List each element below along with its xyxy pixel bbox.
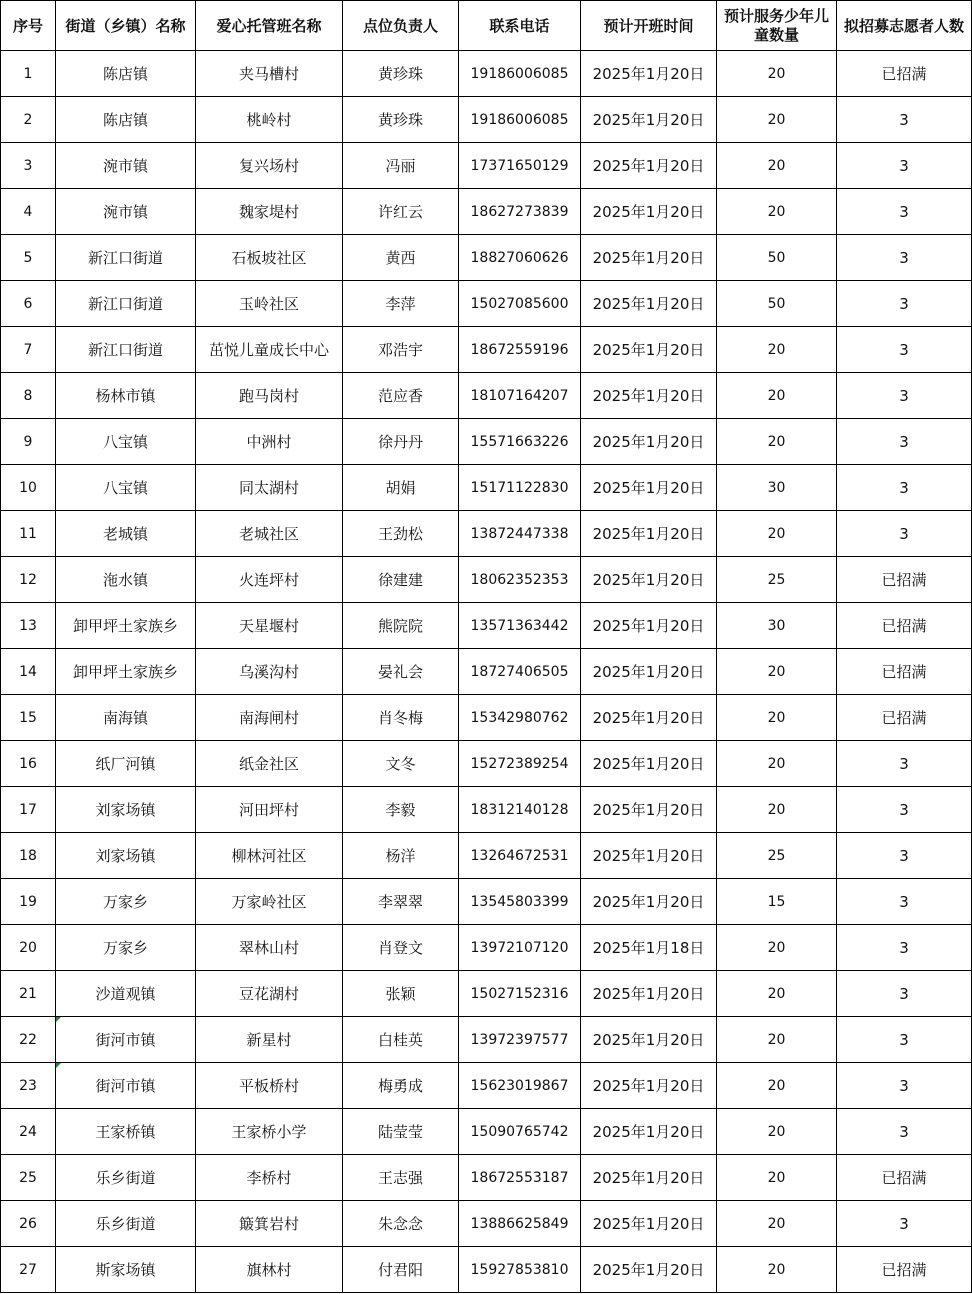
cell-start-date: 2025年1月18日 — [581, 925, 717, 971]
cell-leader: 付君阳 — [343, 1247, 459, 1293]
cell-leader: 张颖 — [343, 971, 459, 1017]
cell-phone: 15927853810 — [459, 1247, 581, 1293]
table-row — [1, 557, 972, 603]
cell-phone: 15027152316 — [459, 971, 581, 1017]
table-header-row — [1, 1, 972, 51]
header-children-count: 预计服务少年儿童数量 — [717, 1, 837, 51]
cell-start-date: 2025年1月20日 — [581, 741, 717, 787]
cell-street: 街河市镇 — [56, 1017, 196, 1063]
cell-leader: 许红云 — [343, 189, 459, 235]
cell-phone: 15090765742 — [459, 1109, 581, 1155]
cell-children-count: 20 — [717, 1017, 837, 1063]
cell-start-date: 2025年1月20日 — [581, 1109, 717, 1155]
table-row — [1, 879, 972, 925]
cell-index: 23 — [1, 1063, 56, 1109]
cell-start-date: 2025年1月20日 — [581, 603, 717, 649]
cell-street: 新江口街道 — [56, 235, 196, 281]
header-street: 街道（乡镇）名称 — [56, 1, 196, 51]
cell-index: 10 — [1, 465, 56, 511]
cell-children-count: 50 — [717, 235, 837, 281]
cell-index: 25 — [1, 1155, 56, 1201]
cell-index: 16 — [1, 741, 56, 787]
cell-index: 2 — [1, 97, 56, 143]
cell-leader: 王劲松 — [343, 511, 459, 557]
cell-phone: 13972107120 — [459, 925, 581, 971]
cell-street: 街河市镇 — [56, 1063, 196, 1109]
cell-children-count: 25 — [717, 557, 837, 603]
cell-leader: 白桂英 — [343, 1017, 459, 1063]
cell-children-count: 20 — [717, 1155, 837, 1201]
cell-volunteer-count: 3 — [837, 1017, 972, 1063]
cell-start-date: 2025年1月20日 — [581, 511, 717, 557]
table-row — [1, 603, 972, 649]
cell-volunteer-count: 3 — [837, 373, 972, 419]
table-row — [1, 925, 972, 971]
cell-index: 9 — [1, 419, 56, 465]
cell-street: 刘家场镇 — [56, 833, 196, 879]
cell-index: 14 — [1, 649, 56, 695]
cell-phone: 13571363442 — [459, 603, 581, 649]
cell-leader: 杨洋 — [343, 833, 459, 879]
cell-start-date: 2025年1月20日 — [581, 51, 717, 97]
table-row — [1, 1247, 972, 1293]
cell-street: 涴市镇 — [56, 143, 196, 189]
table-row — [1, 741, 972, 787]
cell-children-count: 20 — [717, 143, 837, 189]
cell-volunteer-count: 3 — [837, 879, 972, 925]
header-phone: 联系电话 — [459, 1, 581, 51]
cell-class-name: 李桥村 — [196, 1155, 343, 1201]
cell-leader: 胡娟 — [343, 465, 459, 511]
cell-volunteer-count: 3 — [837, 511, 972, 557]
cell-volunteer-count: 3 — [837, 97, 972, 143]
cell-index: 11 — [1, 511, 56, 557]
cell-phone: 13972397577 — [459, 1017, 581, 1063]
cell-volunteer-count: 3 — [837, 833, 972, 879]
cell-class-name: 夹马槽村 — [196, 51, 343, 97]
table-row — [1, 235, 972, 281]
cell-class-name: 河田坪村 — [196, 787, 343, 833]
cell-phone: 15571663226 — [459, 419, 581, 465]
cell-index: 8 — [1, 373, 56, 419]
cell-children-count: 20 — [717, 97, 837, 143]
cell-class-name: 老城社区 — [196, 511, 343, 557]
cell-children-count: 20 — [717, 1247, 837, 1293]
cell-street: 王家桥镇 — [56, 1109, 196, 1155]
cell-phone: 17371650129 — [459, 143, 581, 189]
cell-phone: 18672559196 — [459, 327, 581, 373]
cell-volunteer-count: 3 — [837, 1109, 972, 1155]
cell-volunteer-count: 3 — [837, 1063, 972, 1109]
cell-start-date: 2025年1月20日 — [581, 649, 717, 695]
cell-children-count: 15 — [717, 879, 837, 925]
cell-class-name: 纸金社区 — [196, 741, 343, 787]
cell-start-date: 2025年1月20日 — [581, 1017, 717, 1063]
cell-phone: 13545803399 — [459, 879, 581, 925]
cell-start-date: 2025年1月20日 — [581, 189, 717, 235]
cell-volunteer-count: 3 — [837, 465, 972, 511]
cell-volunteer-count: 已招满 — [837, 649, 972, 695]
cell-children-count: 20 — [717, 695, 837, 741]
cell-class-name: 天星堰村 — [196, 603, 343, 649]
header-volunteer-count: 拟招募志愿者人数 — [837, 1, 972, 51]
cell-start-date: 2025年1月20日 — [581, 1155, 717, 1201]
cell-index: 19 — [1, 879, 56, 925]
cell-street: 陈店镇 — [56, 51, 196, 97]
cell-street: 沲水镇 — [56, 557, 196, 603]
table-row — [1, 419, 972, 465]
cell-leader: 黄珍珠 — [343, 97, 459, 143]
cell-start-date: 2025年1月20日 — [581, 235, 717, 281]
cell-street: 乐乡街道 — [56, 1155, 196, 1201]
cell-phone: 15171122830 — [459, 465, 581, 511]
cell-volunteer-count: 3 — [837, 143, 972, 189]
header-index: 序号 — [1, 1, 56, 51]
cell-start-date: 2025年1月20日 — [581, 695, 717, 741]
cell-start-date: 2025年1月20日 — [581, 1201, 717, 1247]
cell-leader: 陆莹莹 — [343, 1109, 459, 1155]
cell-leader: 晏礼会 — [343, 649, 459, 695]
cell-phone: 18627273839 — [459, 189, 581, 235]
cell-volunteer-count: 3 — [837, 189, 972, 235]
cell-class-name: 豆花湖村 — [196, 971, 343, 1017]
table-row — [1, 1109, 972, 1155]
cell-volunteer-count: 已招满 — [837, 557, 972, 603]
cell-street: 杨林市镇 — [56, 373, 196, 419]
cell-index: 20 — [1, 925, 56, 971]
cell-leader: 肖冬梅 — [343, 695, 459, 741]
cell-start-date: 2025年1月20日 — [581, 971, 717, 1017]
cell-street: 八宝镇 — [56, 465, 196, 511]
cell-leader: 邓浩宇 — [343, 327, 459, 373]
cell-street: 乐乡街道 — [56, 1201, 196, 1247]
cell-phone: 18312140128 — [459, 787, 581, 833]
cell-class-name: 乌溪沟村 — [196, 649, 343, 695]
cell-class-name: 复兴场村 — [196, 143, 343, 189]
cell-children-count: 20 — [717, 1063, 837, 1109]
cell-children-count: 20 — [717, 373, 837, 419]
cell-class-name: 翠林山村 — [196, 925, 343, 971]
cell-leader: 肖登文 — [343, 925, 459, 971]
cell-index: 7 — [1, 327, 56, 373]
cell-children-count: 25 — [717, 833, 837, 879]
cell-children-count: 20 — [717, 925, 837, 971]
cell-street: 八宝镇 — [56, 419, 196, 465]
cell-street: 老城镇 — [56, 511, 196, 557]
table-row — [1, 971, 972, 1017]
cell-street: 万家乡 — [56, 879, 196, 925]
table-row — [1, 1201, 972, 1247]
cell-start-date: 2025年1月20日 — [581, 419, 717, 465]
cell-class-name: 同太湖村 — [196, 465, 343, 511]
cell-start-date: 2025年1月20日 — [581, 97, 717, 143]
cell-class-name: 茁悦儿童成长中心 — [196, 327, 343, 373]
cell-leader: 冯丽 — [343, 143, 459, 189]
cell-children-count: 20 — [717, 419, 837, 465]
cell-volunteer-count: 3 — [837, 281, 972, 327]
cell-phone: 15027085600 — [459, 281, 581, 327]
cell-phone: 18107164207 — [459, 373, 581, 419]
cell-street: 卸甲坪土家族乡 — [56, 649, 196, 695]
cell-street: 新江口街道 — [56, 327, 196, 373]
cell-phone: 13886625849 — [459, 1201, 581, 1247]
cell-class-name: 魏家堤村 — [196, 189, 343, 235]
cell-start-date: 2025年1月20日 — [581, 1247, 717, 1293]
cell-street: 新江口街道 — [56, 281, 196, 327]
cell-index: 18 — [1, 833, 56, 879]
cell-marker-icon — [56, 1063, 61, 1068]
cell-index: 6 — [1, 281, 56, 327]
cell-class-name: 玉岭社区 — [196, 281, 343, 327]
cell-street: 南海镇 — [56, 695, 196, 741]
cell-children-count: 20 — [717, 189, 837, 235]
cell-start-date: 2025年1月20日 — [581, 1063, 717, 1109]
cell-children-count: 20 — [717, 741, 837, 787]
cell-volunteer-count: 已招满 — [837, 695, 972, 741]
cell-volunteer-count: 3 — [837, 419, 972, 465]
cell-phone: 15272389254 — [459, 741, 581, 787]
cell-street: 陈店镇 — [56, 97, 196, 143]
cell-start-date: 2025年1月20日 — [581, 327, 717, 373]
cell-leader: 梅勇成 — [343, 1063, 459, 1109]
cell-index: 13 — [1, 603, 56, 649]
table-row — [1, 281, 972, 327]
cell-class-name: 王家桥小学 — [196, 1109, 343, 1155]
cell-class-name: 簸箕岩村 — [196, 1201, 343, 1247]
cell-marker-icon — [56, 1017, 61, 1022]
cell-leader: 文冬 — [343, 741, 459, 787]
cell-street: 卸甲坪土家族乡 — [56, 603, 196, 649]
cell-phone: 13872447338 — [459, 511, 581, 557]
table-row — [1, 833, 972, 879]
cell-leader: 黄西 — [343, 235, 459, 281]
cell-leader: 徐建建 — [343, 557, 459, 603]
cell-index: 24 — [1, 1109, 56, 1155]
cell-volunteer-count: 3 — [837, 235, 972, 281]
cell-index: 27 — [1, 1247, 56, 1293]
cell-class-name: 石板坡社区 — [196, 235, 343, 281]
table-row — [1, 51, 972, 97]
cell-class-name: 柳林河社区 — [196, 833, 343, 879]
cell-leader: 熊院院 — [343, 603, 459, 649]
cell-leader: 范应香 — [343, 373, 459, 419]
cell-class-name: 火连坪村 — [196, 557, 343, 603]
cell-phone: 19186006085 — [459, 51, 581, 97]
table-row — [1, 649, 972, 695]
cell-children-count: 30 — [717, 603, 837, 649]
cell-children-count: 20 — [717, 51, 837, 97]
cell-start-date: 2025年1月20日 — [581, 143, 717, 189]
header-leader: 点位负责人 — [343, 1, 459, 51]
table-row — [1, 327, 972, 373]
cell-children-count: 20 — [717, 787, 837, 833]
table-row — [1, 189, 972, 235]
cell-street: 涴市镇 — [56, 189, 196, 235]
cell-leader: 李翠翠 — [343, 879, 459, 925]
cell-index: 12 — [1, 557, 56, 603]
table-row — [1, 511, 972, 557]
cell-class-name: 跑马岗村 — [196, 373, 343, 419]
cell-leader: 李毅 — [343, 787, 459, 833]
cell-volunteer-count: 3 — [837, 741, 972, 787]
cell-start-date: 2025年1月20日 — [581, 833, 717, 879]
cell-volunteer-count: 已招满 — [837, 1247, 972, 1293]
cell-phone: 15342980762 — [459, 695, 581, 741]
cell-phone: 18827060626 — [459, 235, 581, 281]
cell-index: 22 — [1, 1017, 56, 1063]
cell-class-name: 旗林村 — [196, 1247, 343, 1293]
cell-street: 刘家场镇 — [56, 787, 196, 833]
cell-index: 1 — [1, 51, 56, 97]
cell-index: 15 — [1, 695, 56, 741]
cell-children-count: 20 — [717, 649, 837, 695]
cell-start-date: 2025年1月20日 — [581, 281, 717, 327]
cell-volunteer-count: 3 — [837, 1201, 972, 1247]
cell-start-date: 2025年1月20日 — [581, 373, 717, 419]
cell-start-date: 2025年1月20日 — [581, 787, 717, 833]
cell-children-count: 30 — [717, 465, 837, 511]
cell-class-name: 万家岭社区 — [196, 879, 343, 925]
cell-leader: 黄珍珠 — [343, 51, 459, 97]
header-class-name: 爱心托管班名称 — [196, 1, 343, 51]
table-row — [1, 465, 972, 511]
cell-phone: 13264672531 — [459, 833, 581, 879]
cell-index: 3 — [1, 143, 56, 189]
table-row — [1, 1017, 972, 1063]
cell-index: 5 — [1, 235, 56, 281]
cell-start-date: 2025年1月20日 — [581, 557, 717, 603]
table-row — [1, 373, 972, 419]
cell-street: 纸厂河镇 — [56, 741, 196, 787]
cell-children-count: 50 — [717, 281, 837, 327]
cell-children-count: 20 — [717, 971, 837, 1017]
cell-street: 沙道观镇 — [56, 971, 196, 1017]
cell-phone: 19186006085 — [459, 97, 581, 143]
table-row — [1, 1063, 972, 1109]
cell-children-count: 20 — [717, 327, 837, 373]
table-body — [1, 51, 972, 1293]
cell-leader: 朱念念 — [343, 1201, 459, 1247]
cell-phone: 18672553187 — [459, 1155, 581, 1201]
cell-start-date: 2025年1月20日 — [581, 879, 717, 925]
cell-volunteer-count: 已招满 — [837, 603, 972, 649]
cell-index: 4 — [1, 189, 56, 235]
cell-start-date: 2025年1月20日 — [581, 465, 717, 511]
cell-class-name: 新星村 — [196, 1017, 343, 1063]
cell-leader: 徐丹丹 — [343, 419, 459, 465]
table-row — [1, 143, 972, 189]
header-start-date: 预计开班时间 — [581, 1, 717, 51]
cell-phone: 15623019867 — [459, 1063, 581, 1109]
cell-volunteer-count: 已招满 — [837, 1155, 972, 1201]
cell-index: 17 — [1, 787, 56, 833]
cell-leader: 王志强 — [343, 1155, 459, 1201]
cell-volunteer-count: 3 — [837, 327, 972, 373]
cell-class-name: 桃岭村 — [196, 97, 343, 143]
cell-volunteer-count: 已招满 — [837, 51, 972, 97]
cell-index: 26 — [1, 1201, 56, 1247]
table-row — [1, 1155, 972, 1201]
cell-class-name: 平板桥村 — [196, 1063, 343, 1109]
cell-street: 万家乡 — [56, 925, 196, 971]
cell-volunteer-count: 3 — [837, 787, 972, 833]
cell-phone: 18727406505 — [459, 649, 581, 695]
cell-street: 斯家场镇 — [56, 1247, 196, 1293]
cell-phone: 18062352353 — [459, 557, 581, 603]
cell-class-name: 南海闸村 — [196, 695, 343, 741]
cell-class-name: 中洲村 — [196, 419, 343, 465]
cell-children-count: 20 — [717, 511, 837, 557]
table-row — [1, 97, 972, 143]
table-row — [1, 787, 972, 833]
cell-volunteer-count: 3 — [837, 925, 972, 971]
cell-leader: 李萍 — [343, 281, 459, 327]
cell-children-count: 20 — [717, 1109, 837, 1155]
cell-index: 21 — [1, 971, 56, 1017]
cell-children-count: 20 — [717, 1201, 837, 1247]
cell-volunteer-count: 3 — [837, 971, 972, 1017]
table-row — [1, 695, 972, 741]
